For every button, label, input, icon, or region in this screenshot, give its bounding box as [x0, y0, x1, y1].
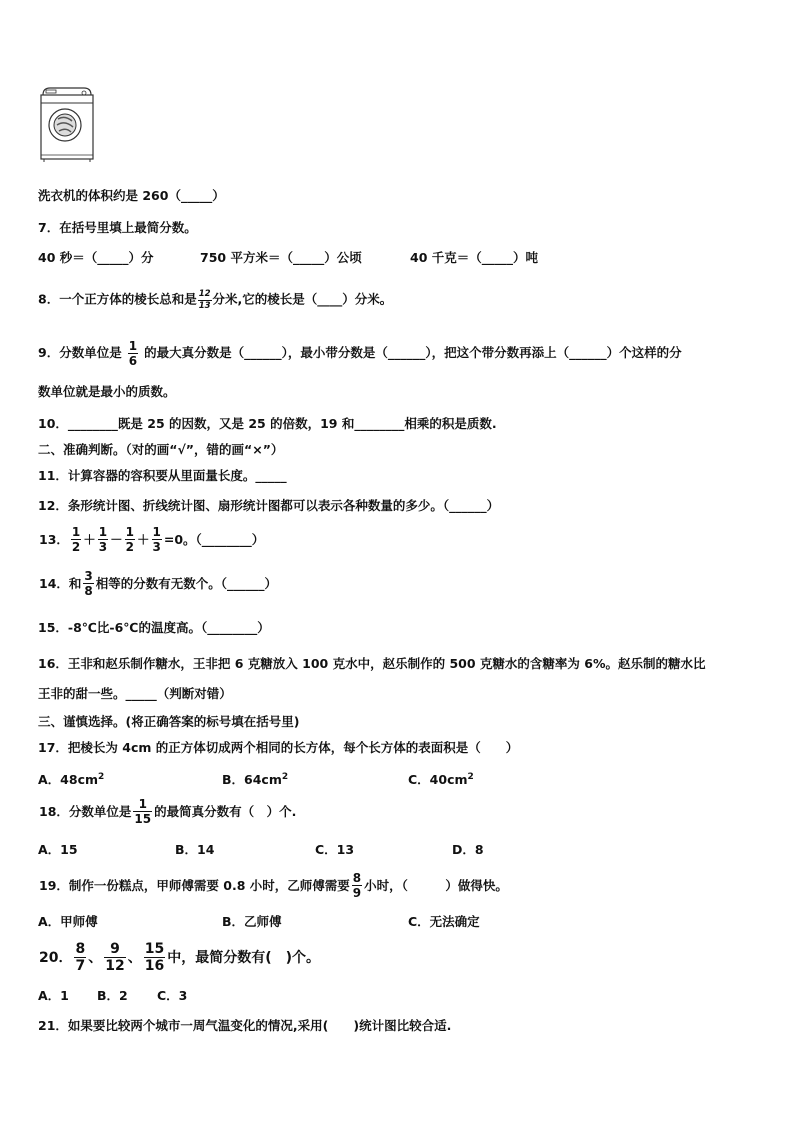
- q13-fraction-3: [125, 526, 135, 553]
- q18-options: [38, 842, 484, 858]
- q8-numerator: 12: [198, 289, 211, 299]
- q18-fraction: [133, 798, 152, 825]
- q13-fraction-2: [98, 526, 108, 553]
- q13-op-2: －: [110, 531, 123, 547]
- q13-label: 13．: [39, 531, 69, 547]
- q19-line: [38, 872, 509, 899]
- q19-option-c: C．无法确定: [408, 914, 480, 929]
- q20-option-b: B．2: [97, 988, 128, 1003]
- q20-options: [38, 988, 188, 1004]
- q18-post: 的最简真分数有（ ）个.: [154, 803, 297, 819]
- q17-stem: 17．把棱长为 4cm 的正方体切成两个相同的长方体，每个长方体的表面积是（ ）: [38, 740, 519, 755]
- q14-pre: 14．和: [39, 575, 82, 591]
- q20-sep-2: 、: [127, 949, 142, 966]
- q17-options: [38, 771, 474, 788]
- washing-machine-image: [38, 85, 96, 163]
- q18-numerator: 1: [133, 798, 152, 812]
- q13-f4-num: 1: [152, 525, 161, 539]
- q19-option-a: A．甲师傅: [38, 914, 98, 929]
- q21: 21．如果要比较两个城市一周气温变化的情况,采用( )统计图比较合适.: [38, 1018, 452, 1033]
- q13-f1-num: 1: [71, 525, 81, 539]
- q18-option-a: A．15: [38, 842, 78, 857]
- q13-fraction-4: [152, 526, 162, 553]
- q17-a-text: A．48cm: [38, 772, 99, 787]
- q13-f3-den: 2: [125, 540, 135, 554]
- q17-c-text: C．40cm: [408, 772, 468, 787]
- q7-part-2: 750 平方米＝（_____）公顷: [200, 250, 362, 265]
- q20-f2-num: 9: [104, 942, 125, 958]
- q19-denominator: 9: [352, 886, 362, 900]
- q13-op-3: ＋: [137, 531, 150, 547]
- q20-sep-1: 、: [88, 949, 103, 966]
- q20-fraction-2: [104, 942, 125, 973]
- q8-line: [38, 290, 392, 310]
- q11: 11．计算容器的容积要从里面量长度。_____: [38, 468, 287, 483]
- q20-f1-num: 8: [75, 941, 86, 957]
- q8-denominator: 13: [198, 300, 211, 311]
- q17-c-sup: 2: [467, 771, 474, 782]
- q17-a-sup: 2: [98, 771, 105, 782]
- q14-numerator: 3: [84, 569, 93, 583]
- q20-label: 20．: [39, 949, 73, 966]
- q18-option-b: B．14: [175, 842, 215, 857]
- q20-f2-den: 12: [105, 958, 125, 974]
- q13-line: [38, 526, 265, 553]
- q19-fraction: [352, 872, 362, 899]
- q10: 10．________既是 25 的因数，又是 25 的倍数，19 和________相乘的积是质数.: [38, 416, 497, 431]
- q9-denominator: 6: [128, 354, 138, 368]
- q20-fraction-1: [74, 942, 86, 973]
- q15: 15．-8℃比-6℃的温度高。（________）: [38, 620, 270, 635]
- q20-f3-den: 16: [144, 958, 165, 974]
- q8-pre: 8．一个正方体的棱长总和是: [38, 291, 197, 307]
- q19-post: 小时，（ ）做得快。: [364, 877, 508, 893]
- q18-line: [38, 798, 297, 825]
- section-2-heading: 二、准确判断。（对的画“√”，错的画“×”）: [38, 442, 284, 457]
- q7-part-3: 40 千克＝（_____）吨: [410, 250, 538, 265]
- q16-line1: 16．王非和赵乐制作糖水，王非把 6 克糖放入 100 克水中，赵乐制作的 500 克糖水的含糖率为 6%。赵乐制的糖水比: [38, 656, 706, 671]
- q19-numerator: 8: [352, 871, 362, 885]
- q20-f3-num: 15: [144, 941, 165, 957]
- section-3-heading: 三、谨慎选择。(将正确答案的标号填在括号里): [38, 714, 300, 729]
- q13-f1-den: 2: [71, 540, 81, 554]
- q17-option-a: [38, 772, 104, 787]
- q20-option-c: C．3: [157, 988, 188, 1003]
- q17-b-text: B．64cm: [222, 772, 282, 787]
- q7-title: 7．在括号里填上最简分数。: [38, 220, 197, 235]
- q20-line: [38, 942, 321, 973]
- q9-post: 的最大真分数是（______），最小带分数是（______），把这个带分数再添上（______）个这样的分: [144, 345, 682, 360]
- q16-line2: 王非的甜一些。_____（判断对错）: [38, 686, 232, 701]
- q17-option-c: [408, 772, 474, 788]
- q13-op-1: ＋: [83, 531, 96, 547]
- q18-pre: 18．分数单位是: [39, 803, 132, 819]
- q14-fraction: [83, 570, 93, 597]
- q9-line1: [38, 340, 682, 367]
- q8-fraction: [198, 290, 212, 310]
- q14-line: [38, 570, 278, 597]
- q19-options: [38, 914, 480, 930]
- q20-post: 中，最简分数有( )个。: [167, 949, 320, 966]
- q14-denominator: 8: [84, 584, 93, 598]
- q13-f4-den: 3: [152, 540, 161, 554]
- q18-option-c: C．13: [315, 842, 355, 857]
- q13-f3-num: 1: [125, 525, 135, 539]
- q6-tail: 洗衣机的体积约是 260（_____）: [38, 188, 225, 203]
- q20-f1-den: 7: [75, 958, 86, 974]
- q19-option-b: B．乙师傅: [222, 914, 282, 929]
- q14-post: 相等的分数有无数个。（______）: [95, 575, 278, 591]
- q20-fraction-3: [144, 942, 165, 973]
- q13-fraction-1: [71, 526, 81, 553]
- q12: 12．条形统计图、折线统计图、扇形统计图都可以表示各种数量的多少。（______）: [38, 498, 500, 513]
- q9-fraction: [128, 340, 138, 367]
- q13-f2-den: 3: [98, 540, 108, 554]
- q18-denominator: 15: [134, 812, 152, 826]
- q9-numerator: 1: [128, 339, 138, 353]
- q18-option-d: D．8: [452, 842, 484, 857]
- q13-f2-num: 1: [98, 525, 108, 539]
- q20-option-a: A．1: [38, 988, 69, 1003]
- q9-line2: 数单位就是最小的质数。: [38, 384, 176, 399]
- q7-part-1: 40 秒＝（_____）分: [38, 250, 154, 265]
- q17-option-b: [222, 772, 288, 788]
- q17-b-sup: 2: [281, 771, 289, 782]
- q19-pre: 19．制作一份糕点，甲师傅需要 0.8 小时，乙师傅需要: [39, 877, 350, 893]
- q7-parts: [38, 250, 538, 266]
- q8-post: 分米,它的棱长是（____）分米。: [212, 291, 393, 307]
- q9-pre: 9．分数单位是: [38, 345, 122, 360]
- q13-tail: =0。（________）: [163, 531, 265, 547]
